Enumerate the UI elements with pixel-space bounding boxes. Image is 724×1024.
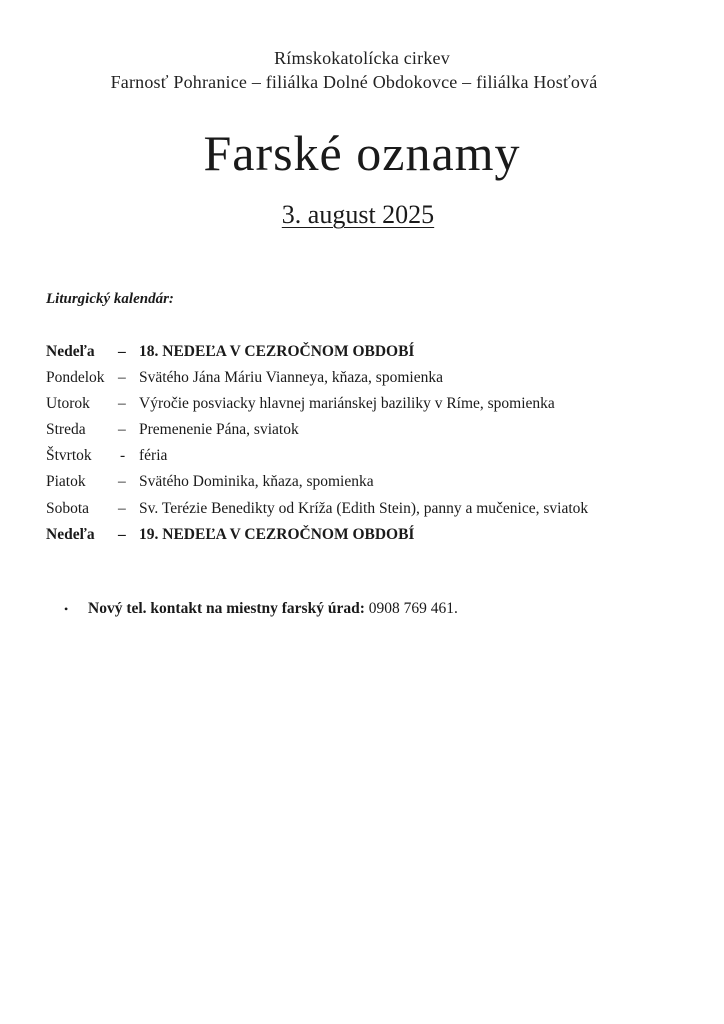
calendar-separator: - (120, 447, 126, 464)
calendar-separator: – (118, 369, 126, 386)
notice-item (64, 597, 458, 621)
church-name: Rímskokatolícka cirkev (274, 48, 450, 68)
calendar-description: Premenenie Pána, sviatok (139, 421, 299, 438)
calendar-separator: – (118, 526, 126, 543)
calendar-day: Utorok (46, 395, 90, 412)
calendar-separator: – (118, 343, 126, 360)
calendar-row-saturday (46, 497, 686, 521)
calendar-day: Piatok (46, 473, 86, 490)
notice-label: Nový tel. kontakt na miestny farský úrad: (88, 600, 365, 617)
calendar-row-sunday-1 (46, 340, 686, 364)
calendar-separator: – (118, 395, 126, 412)
document-date-wrapper (0, 200, 716, 230)
calendar-description: Svätého Dominika, kňaza, spomienka (139, 473, 374, 490)
parish-name: Farnosť Pohranice – filiálka Dolné Obdokovce – filiálka Hosťová (110, 72, 598, 92)
calendar-row-tuesday (46, 392, 686, 416)
bullet-icon: • (64, 602, 69, 616)
document-date: 3. august 2025 (281, 200, 435, 229)
calendar-description: Sv. Terézie Benedikty od Kríža (Edith Stein), panny a mučenice, sviatok (139, 500, 589, 517)
calendar-day: Streda (46, 421, 86, 438)
calendar-day: Sobota (46, 500, 90, 517)
calendar-description: 19. NEDEĽA V CEZROČNOM OBDOBÍ (139, 526, 415, 543)
calendar-description: féria (139, 447, 168, 464)
calendar-heading: Liturgický kalendár: (46, 291, 174, 307)
calendar-row-wednesday (46, 418, 686, 442)
calendar-day: Nedeľa (46, 526, 95, 543)
calendar-row-thursday (46, 444, 686, 468)
calendar-day: Pondelok (46, 369, 105, 386)
calendar-description: Svätého Jána Máriu Vianneya, kňaza, spomienka (139, 369, 443, 386)
calendar-separator: – (118, 421, 126, 438)
calendar-day: Štvrtok (46, 447, 92, 464)
calendar-day: Nedeľa (46, 343, 95, 360)
calendar-row-monday (46, 366, 686, 390)
calendar-separator: – (118, 500, 126, 517)
document-title: Farské oznamy (203, 125, 521, 181)
calendar-row-friday (46, 470, 686, 494)
calendar-description: Výročie posviacky hlavnej mariánskej baziliky v Ríme, spomienka (139, 395, 555, 412)
calendar-separator: – (118, 473, 126, 490)
calendar-description: 18. NEDEĽA V CEZROČNOM OBDOBÍ (139, 343, 415, 360)
calendar-row-sunday-2 (46, 523, 686, 547)
notice-phone: 0908 769 461. (368, 600, 458, 617)
